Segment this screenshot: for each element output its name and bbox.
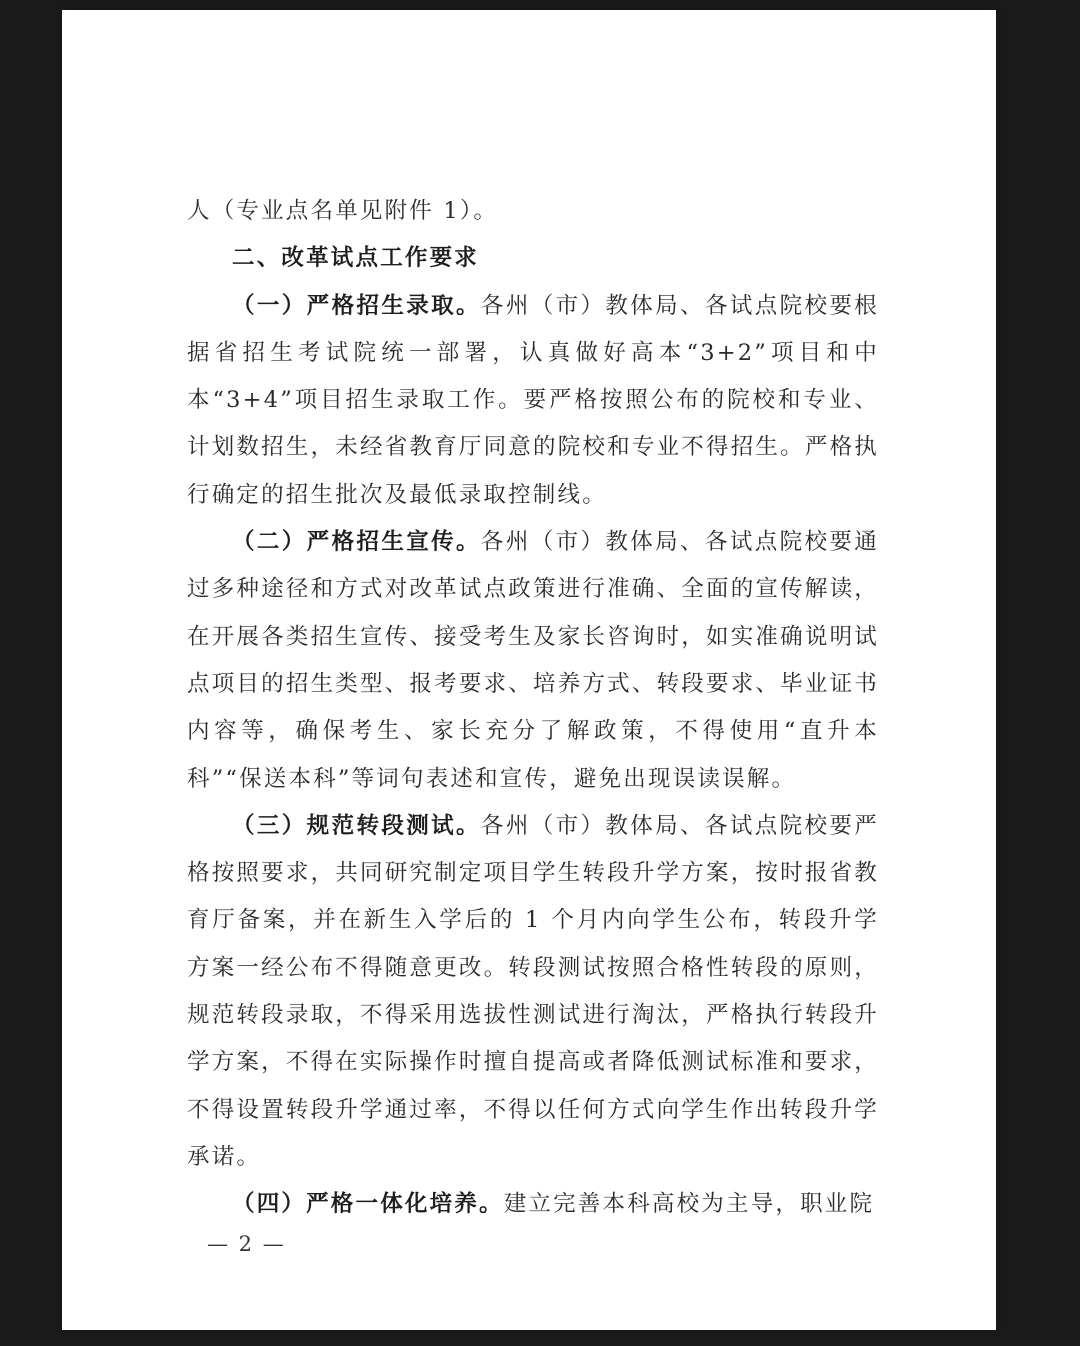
line-continuation: 人（专业点名单见附件 1）。 bbox=[187, 198, 499, 224]
document-page bbox=[62, 10, 996, 1330]
page-number: — 2 — bbox=[207, 1232, 286, 1256]
item-3-body: 各州（市）教体局、各试点院校要严格按照要求，共同研究制定项目学生转段升学方案，按时报省教育厅备案，并在新生入学后的 1 个月内向学生公布，转段升学方案一经公布不得随意更改。转段测试按照合格性转段的原则，规范转段录取，不得采用选拔性测试进行淘汰，严格执行转段升学方案，不得在实际操作时擅自提高或者降低测试标准和要求，不得设置转段升学通过率，不得以任何方式向学生作出转段升学承诺。 bbox=[187, 812, 879, 1170]
paragraph-item-3 bbox=[187, 803, 879, 1181]
paragraph-item-2 bbox=[187, 519, 879, 803]
item-4-body: 建立完善本科高校为主导，职业院 bbox=[503, 1191, 875, 1218]
section-heading: 二、改革试点工作要求 bbox=[232, 245, 480, 272]
item-2-lead: （二）严格招生宣传。 bbox=[232, 529, 481, 556]
item-4-lead: （四）严格一体化培养。 bbox=[232, 1191, 504, 1218]
paragraph-item-1 bbox=[187, 283, 879, 519]
item-3-lead: （三）规范转段测试。 bbox=[232, 812, 481, 839]
paragraph-item-4 bbox=[187, 1181, 879, 1228]
item-1-body: 各州（市）教体局、各试点院校要根据省招生考试院统一部署，认真做好高本“3+2”项目和中本“3+4”项目招生录取工作。要严格按照公布的院校和专业、计划数招生，未经省教育厅同意的院校和专业不得招生。严格执行确定的招生批次及最低录取控制线。 bbox=[187, 292, 879, 508]
item-1-lead: （一）严格招生录取。 bbox=[232, 292, 481, 319]
item-2-body: 各州（市）教体局、各试点院校要通过多种途径和方式对改革试点政策进行准确、全面的宣传解读，在开展各类招生宣传、接受考生及家长咨询时，如实准确说明试点项目的招生类型、报考要求、培养方式、转段要求、毕业证书内容等，确保考生、家长充分了解政策，不得使用“直升本科”“保送本科”等词句表述和宣传，避免出现误读误解。 bbox=[187, 529, 879, 792]
document-body bbox=[187, 188, 879, 1229]
